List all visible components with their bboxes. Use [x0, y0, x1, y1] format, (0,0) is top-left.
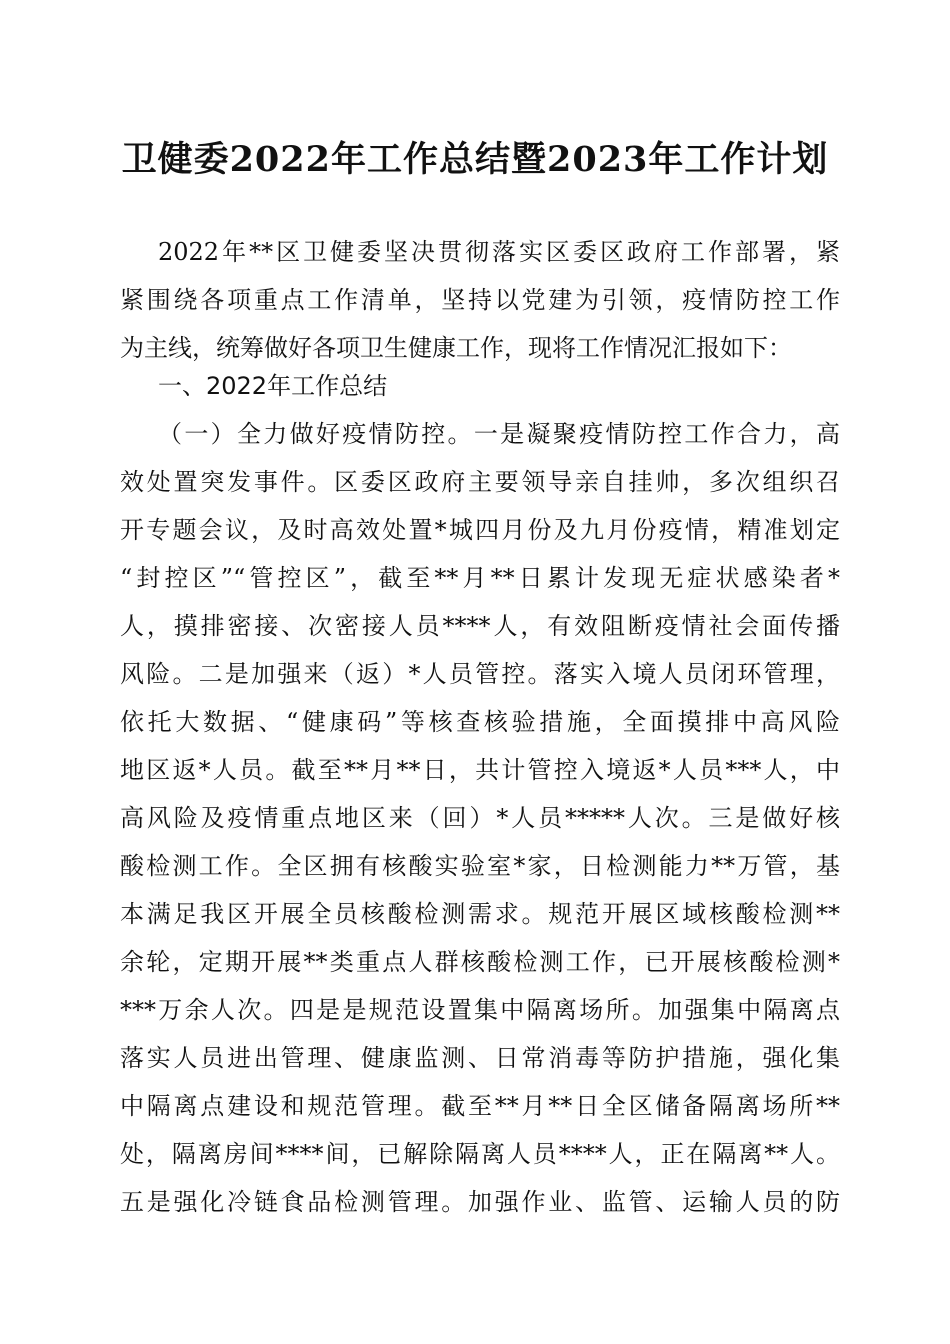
body-line: 效处置突发事件。区委区政府主要领导亲自挂帅，多次组织召	[120, 468, 840, 496]
body-line: ***万余人次。四是是规范设置集中隔离场所。加强集中隔离点	[120, 996, 840, 1024]
body-line: 落实人员进出管理、健康监测、日常消毒等防护措施，强化集	[120, 1044, 840, 1072]
body-line-1	[158, 410, 840, 458]
body-line: 余轮，定期开展**类重点人群核酸检测工作，已开展核酸检测*	[120, 948, 840, 976]
section-heading: 一、2022年工作总结	[158, 372, 388, 400]
body-line: 开专题会议，及时高效处置*城四月份及九月份疫情，精准划定	[120, 516, 840, 544]
intro-line-1: 2022年**区卫健委坚决贯彻落实区委区政府工作部署，紧	[158, 238, 840, 266]
document-title: 卫健委2022年工作总结暨2023年工作计划	[121, 139, 829, 180]
body-line: 风险。二是加强来（返）*人员管控。落实入境人员闭环管理，	[120, 660, 840, 688]
body-line: 高风险及疫情重点地区来（回）*人员*****人次。三是做好核	[120, 804, 840, 832]
intro-line-2: 紧围绕各项重点工作清单，坚持以党建为引领，疫情防控工作	[120, 286, 840, 314]
body-line: 五是强化冷链食品检测管理。加强作业、监管、运输人员的防	[120, 1188, 840, 1216]
body-line: 处，隔离房间****间，已解除隔离人员****人，正在隔离**人。	[120, 1140, 840, 1168]
body-line: 酸检测工作。全区拥有核酸实验室*家，日检测能力**万管，基	[120, 852, 840, 880]
body-line: 人，摸排密接、次密接人员****人，有效阻断疫情社会面传播	[120, 612, 840, 640]
body-line: 中隔离点建设和规范管理。截至**月**日全区储备隔离场所**	[120, 1092, 840, 1120]
body-line: 依托大数据、“健康码”等核查核验措施，全面摸排中高风险	[120, 708, 840, 736]
intro-line-3: 为主线，统筹做好各项卫生健康工作，现将工作情况汇报如下：	[120, 334, 792, 362]
body-line: 本满足我区开展全员核酸检测需求。规范开展区域核酸检测**	[120, 900, 840, 928]
body-line: “封控区”“管控区”，截至**月**日累计发现无症状感染者*	[120, 564, 840, 592]
body-line: 地区返*人员。截至**月**日，共计管控入境返*人员***人，中	[120, 756, 840, 784]
body-line-1-text: 一是凝聚疫情防控工作合力，高	[473, 420, 841, 448]
subsection-heading: （一）全力做好疫情防控。	[158, 420, 474, 448]
